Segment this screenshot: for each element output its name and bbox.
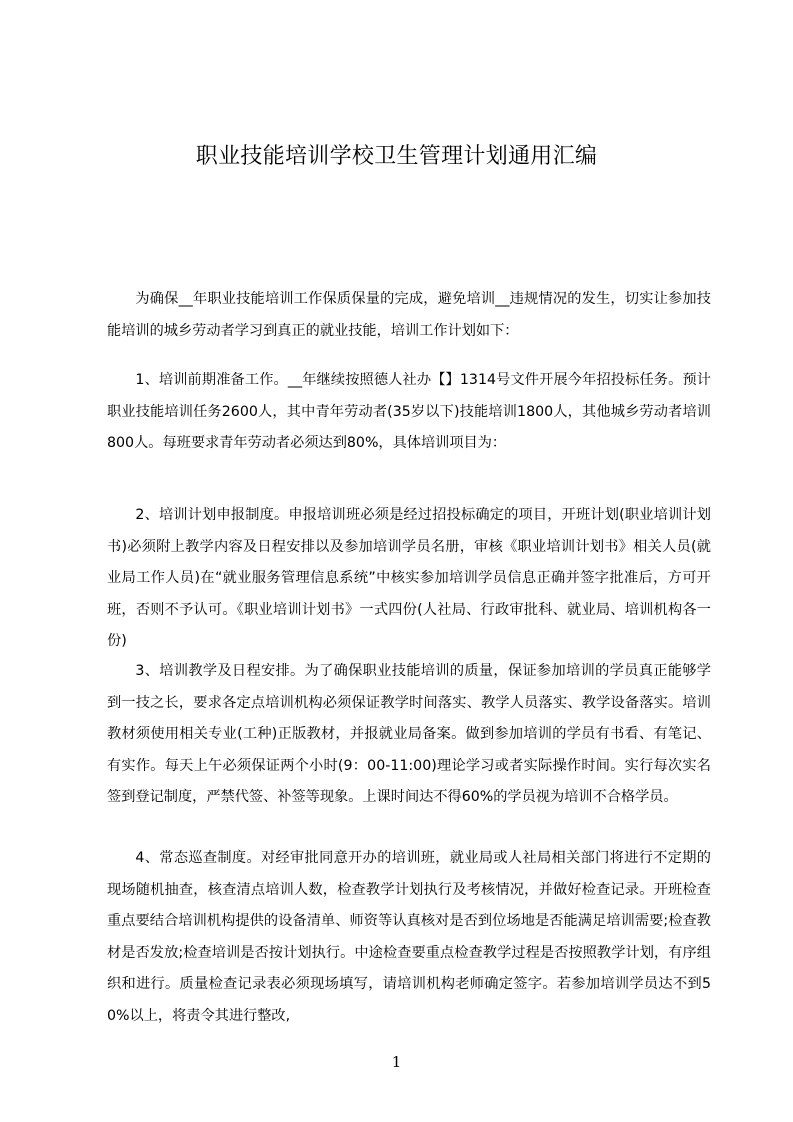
page-number: 1 bbox=[391, 1053, 402, 1071]
section-4-paragraph: 4、常态巡查制度。对经审批同意开办的培训班，就业局或人社局相关部门将进行不定期的现场随机抽查，核查清点培训人数，检查教学计划执行及考核情况，并做好检查记录。开班检查重点要结合培训机构提供的设备清单、师资等认真核对是否到位场地是否能满足培训需要;检查教材是否发放;检查培训是否按计划执行。中途检查要重点检查教学过程是否按照教学计划，有序组织和进行。质量检查记录表必须现场填写，请培训机构老师确定签字。若参加培训学员达不到50%以上，将责令其进行整改, bbox=[107, 850, 711, 1024]
document-title: 职业技能培训学校卫生管理计划通用汇编 bbox=[195, 144, 598, 169]
section-3-paragraph: 3、培训教学及日程安排。为了确保职业技能培训的质量，保证参加培训的学员真正能够学到一技之长，要求各定点培训机构必须保证教学时间落实、教学人员落实、教学设备落实。培训教材须使用相关专业(工种)正版教材，并报就业局备案。做到参加培训的学员有书看、有笔记、有实作。每天上午必须保证两个小时(9：00-11:00)理论学习或者实际操作时间。实行每次实名签到登记制度，严禁代签、补签等现象。上课时间达不得60%的学员视为培训不合格学员。 bbox=[107, 663, 711, 806]
section-1-paragraph: 1、培训前期准备工作。__年继续按照德人社办【】1314号文件开展今年招投标任务。预计职业技能培训任务2600人，其中青年劳动者(35岁以下)技能培训1800人，其他城乡劳动者培训800人。每班要求青年劳动者必须达到80%，具体培训项目为： bbox=[107, 372, 711, 452]
section-2-paragraph: 2、培训计划申报制度。申报培训班必须是经过招投标确定的项目，开班计划(职业培训计划书)必须附上教学内容及日程安排以及参加培训学员名册，审核《职业培训计划书》相关人员(就业局工作人员)在“就业服务管理信息系统”中核实参加培训学员信息正确并签字批准后，方可开班，否则不予认可。《职业培训计划书》一式四份(人社局、行政审批科、就业局、培训机构各一份) bbox=[107, 507, 711, 650]
intro-paragraph: 为确保__年职业技能培训工作保质保量的完成，避免培训__违规情况的发生，切实让参加技能培训的城乡劳动者学习到真正的就业技能，培训工作计划如下： bbox=[107, 291, 711, 339]
